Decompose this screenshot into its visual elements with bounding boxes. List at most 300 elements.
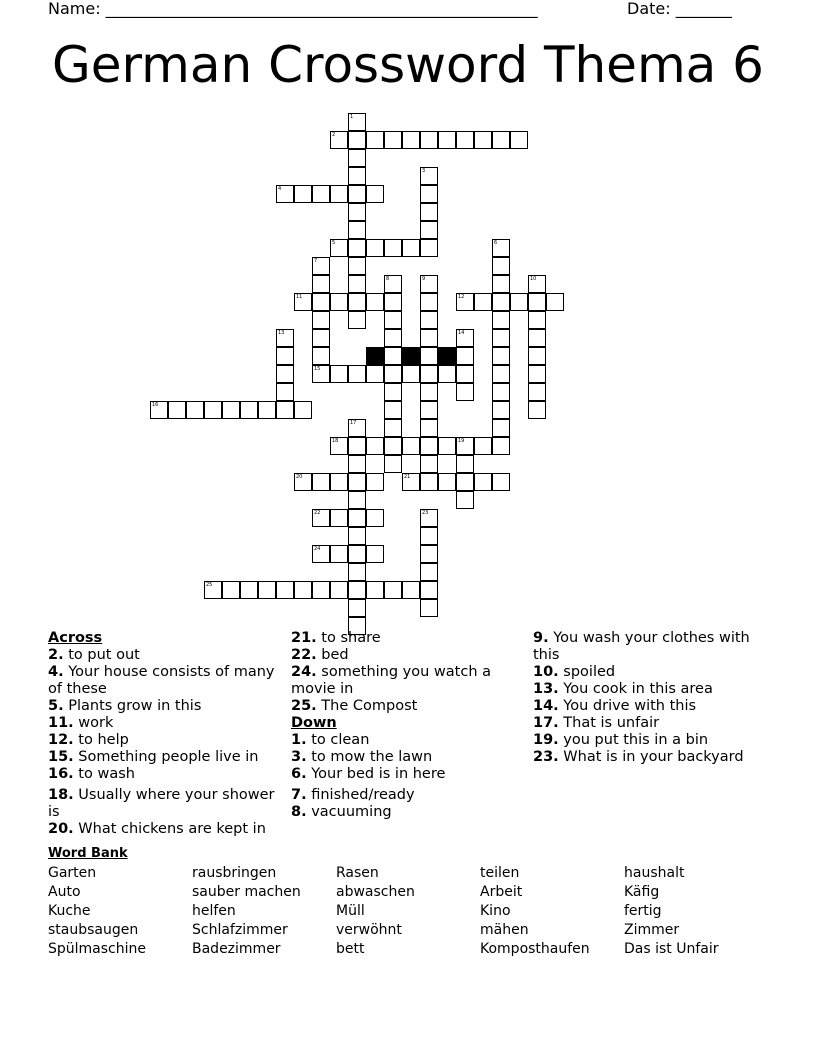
grid-cell[interactable] <box>348 275 366 293</box>
clue <box>291 804 526 821</box>
clue-number: 14 <box>458 330 465 336</box>
word-bank-column <box>192 864 301 959</box>
clue <box>533 749 768 766</box>
clue <box>533 698 768 715</box>
grid-cell[interactable] <box>456 383 474 401</box>
clue <box>48 787 283 821</box>
clue-number: 2. <box>48 647 64 663</box>
word-bank-word: helfen <box>192 903 236 919</box>
grid-cell[interactable] <box>438 437 456 455</box>
clue-number: 11. <box>48 715 74 731</box>
grid-cell[interactable] <box>330 365 348 383</box>
grid-cell[interactable] <box>420 473 438 491</box>
clue <box>533 664 768 681</box>
word-bank-column <box>624 864 719 959</box>
grid-cell[interactable] <box>348 365 366 383</box>
grid-cell[interactable] <box>204 401 222 419</box>
clue <box>291 647 526 664</box>
grid-cell[interactable] <box>402 239 420 257</box>
clue-number: 22 <box>314 510 321 516</box>
grid-cell[interactable] <box>492 293 510 311</box>
clue-text: What is in your backyard <box>558 749 744 765</box>
clue <box>48 664 283 698</box>
grid-cell[interactable] <box>312 329 330 347</box>
clue-number: 10 <box>530 276 537 282</box>
grid-cell[interactable] <box>348 545 366 563</box>
grid-cell[interactable] <box>528 311 546 329</box>
grid-cell[interactable] <box>348 203 366 221</box>
clue <box>291 698 526 715</box>
grid-cell[interactable] <box>312 365 330 383</box>
grid-cell[interactable] <box>366 185 384 203</box>
word-bank-word: haushalt <box>624 865 685 881</box>
grid-cell[interactable] <box>528 383 546 401</box>
grid-cell[interactable] <box>420 599 438 617</box>
grid-cell[interactable] <box>312 509 330 527</box>
grid-cell[interactable] <box>366 239 384 257</box>
grid-cell[interactable] <box>420 545 438 563</box>
grid-cell[interactable] <box>492 131 510 149</box>
word-bank-word: teilen <box>480 865 520 881</box>
grid-cell[interactable] <box>420 419 438 437</box>
grid-cell[interactable] <box>330 293 348 311</box>
grid-cell[interactable] <box>384 311 402 329</box>
grid-cell[interactable] <box>492 239 510 257</box>
grid-cell[interactable] <box>348 491 366 509</box>
grid-cell[interactable] <box>420 563 438 581</box>
word-bank-word: Rasen <box>336 865 379 881</box>
grid-cell[interactable] <box>438 131 456 149</box>
clue-number: 15. <box>48 749 74 765</box>
grid-cell[interactable] <box>492 365 510 383</box>
grid-cell[interactable] <box>348 419 366 437</box>
clue <box>291 766 526 783</box>
word-bank-word: fertig <box>624 903 662 919</box>
black-cell <box>366 347 384 365</box>
clue-number: 19 <box>458 438 465 444</box>
grid-cell[interactable] <box>312 275 330 293</box>
grid-cell[interactable] <box>420 293 438 311</box>
clue-number: 5. <box>48 698 64 714</box>
grid-cell[interactable] <box>330 509 348 527</box>
clue-number: 9. <box>533 630 549 646</box>
date-field[interactable]: Date: _______ <box>627 0 732 18</box>
grid-cell[interactable] <box>240 581 258 599</box>
clue-number: 3. <box>291 749 307 765</box>
clue-text: Your bed is in here <box>306 766 446 782</box>
grid-cell[interactable] <box>276 365 294 383</box>
grid-cell[interactable] <box>348 437 366 455</box>
grid-cell[interactable] <box>330 473 348 491</box>
grid-cell[interactable] <box>312 293 330 311</box>
clue-number: 25. <box>291 698 317 714</box>
clue-number: 14. <box>533 698 559 714</box>
grid-cell[interactable] <box>492 257 510 275</box>
grid-cell[interactable] <box>366 581 384 599</box>
word-bank-word: Garten <box>48 865 97 881</box>
clue-number: 18 <box>332 438 339 444</box>
clue <box>48 647 283 664</box>
grid-cell[interactable] <box>312 185 330 203</box>
grid-cell[interactable] <box>312 473 330 491</box>
grid-cell[interactable] <box>222 581 240 599</box>
clue-text: work <box>73 715 114 731</box>
grid-cell[interactable] <box>456 455 474 473</box>
grid-cell[interactable] <box>420 221 438 239</box>
clue-number: 4. <box>48 664 64 680</box>
clue-number: 6. <box>291 766 307 782</box>
grid-cell[interactable] <box>546 293 564 311</box>
grid-cell[interactable] <box>510 131 528 149</box>
grid-cell[interactable] <box>492 473 510 491</box>
clue <box>48 821 283 838</box>
grid-cell[interactable] <box>312 347 330 365</box>
grid-cell[interactable] <box>420 509 438 527</box>
clue <box>291 630 526 647</box>
grid-cell[interactable] <box>384 131 402 149</box>
clue <box>533 715 768 732</box>
grid-cell[interactable] <box>366 437 384 455</box>
grid-cell[interactable] <box>420 401 438 419</box>
grid-cell[interactable] <box>312 581 330 599</box>
grid-cell[interactable] <box>294 185 312 203</box>
grid-cell[interactable] <box>528 347 546 365</box>
grid-cell[interactable] <box>366 365 384 383</box>
clue-number: 23 <box>422 510 429 516</box>
clue-text: That is unfair <box>558 715 660 731</box>
clue-number: 17. <box>533 715 559 731</box>
clue-text: You wash your clothes with this <box>533 630 750 663</box>
clues-column-2 <box>291 630 526 821</box>
grid-cell[interactable] <box>528 401 546 419</box>
clue-text: to clean <box>306 732 370 748</box>
word-bank-word: abwaschen <box>336 884 415 900</box>
grid-cell[interactable] <box>384 455 402 473</box>
clue <box>48 749 283 766</box>
clue-number: 12. <box>48 732 74 748</box>
grid-cell[interactable] <box>366 293 384 311</box>
clue-number: 4 <box>278 186 282 192</box>
grid-cell[interactable] <box>276 581 294 599</box>
grid-cell[interactable] <box>420 437 438 455</box>
grid-cell[interactable] <box>348 113 366 131</box>
grid-cell[interactable] <box>420 131 438 149</box>
grid-cell[interactable] <box>240 401 258 419</box>
word-bank-word: Käfig <box>624 884 660 900</box>
grid-cell[interactable] <box>492 383 510 401</box>
grid-cell[interactable] <box>420 329 438 347</box>
grid-cell[interactable] <box>492 437 510 455</box>
word-bank-word: rausbringen <box>192 865 277 881</box>
clue <box>533 630 768 664</box>
clue-text: vacuuming <box>306 804 392 820</box>
grid-cell[interactable] <box>330 185 348 203</box>
grid-cell[interactable] <box>294 581 312 599</box>
clue-number: 7 <box>314 258 318 264</box>
clue-number: 5 <box>332 240 336 246</box>
clue-number: 16. <box>48 766 74 782</box>
grid-cell[interactable] <box>420 527 438 545</box>
grid-cell[interactable] <box>456 491 474 509</box>
grid-cell[interactable] <box>420 167 438 185</box>
grid-cell[interactable] <box>420 347 438 365</box>
grid-cell[interactable] <box>348 239 366 257</box>
word-bank-word: Arbeit <box>480 884 523 900</box>
clue-number: 22. <box>291 647 317 663</box>
grid-cell[interactable] <box>276 185 294 203</box>
grid-cell[interactable] <box>384 329 402 347</box>
word-bank-word: Zimmer <box>624 922 680 938</box>
grid-cell[interactable] <box>384 239 402 257</box>
grid-cell[interactable] <box>294 293 312 311</box>
name-field[interactable]: Name: ______________________________________________________ <box>48 0 538 18</box>
grid-cell[interactable] <box>348 131 366 149</box>
grid-cell[interactable] <box>420 455 438 473</box>
clue-number: 13. <box>533 681 559 697</box>
word-bank-word: Kino <box>480 903 511 919</box>
black-cell <box>438 347 456 365</box>
grid-cell[interactable] <box>348 293 366 311</box>
grid-cell[interactable] <box>348 527 366 545</box>
clue-text: Something people live in <box>73 749 259 765</box>
clue-text: What chickens are kept in <box>73 821 266 837</box>
clue-section-heading: Across <box>48 630 103 646</box>
grid-cell[interactable] <box>348 473 366 491</box>
grid-cell[interactable] <box>420 311 438 329</box>
clue-number: 10. <box>533 664 559 680</box>
grid-cell[interactable] <box>348 257 366 275</box>
page-title: German Crossword Thema 6 <box>51 36 764 94</box>
grid-cell[interactable] <box>474 131 492 149</box>
grid-cell[interactable] <box>474 437 492 455</box>
grid-cell[interactable] <box>528 329 546 347</box>
grid-cell[interactable] <box>510 293 528 311</box>
grid-cell[interactable] <box>258 581 276 599</box>
grid-cell[interactable] <box>348 185 366 203</box>
grid-cell[interactable] <box>330 437 348 455</box>
grid-cell[interactable] <box>402 131 420 149</box>
word-bank-word: mähen <box>480 922 529 938</box>
clue-number: 17 <box>350 420 357 426</box>
clue-number: 11 <box>296 294 303 300</box>
grid-cell[interactable] <box>402 473 420 491</box>
grid-cell[interactable] <box>312 311 330 329</box>
clues-column-3 <box>533 630 768 766</box>
grid-cell[interactable] <box>294 473 312 491</box>
grid-cell[interactable] <box>348 149 366 167</box>
word-bank-word: Komposthaufen <box>480 941 590 957</box>
grid-cell[interactable] <box>168 401 186 419</box>
clue-text: The Compost <box>316 698 418 714</box>
clue-text: Usually where your shower is <box>48 787 275 820</box>
clue-number: 6 <box>494 240 498 246</box>
clue-number: 1. <box>291 732 307 748</box>
grid-cell[interactable] <box>276 401 294 419</box>
grid-cell[interactable] <box>366 473 384 491</box>
clue-number: 20 <box>296 474 303 480</box>
grid-cell[interactable] <box>456 347 474 365</box>
grid-cell[interactable] <box>456 131 474 149</box>
grid-cell[interactable] <box>402 365 420 383</box>
clue <box>291 664 526 698</box>
grid-cell[interactable] <box>330 131 348 149</box>
clue-number: 24 <box>314 546 321 552</box>
grid-cell[interactable] <box>384 419 402 437</box>
grid-cell[interactable] <box>348 599 366 617</box>
grid-cell[interactable] <box>384 581 402 599</box>
grid-cell[interactable] <box>528 365 546 383</box>
word-bank-word: Spülmaschine <box>48 941 146 957</box>
grid-cell[interactable] <box>348 581 366 599</box>
clue-text: to share <box>316 630 381 646</box>
word-bank-column <box>480 864 590 959</box>
word-bank-word: sauber machen <box>192 884 301 900</box>
clue-number: 9 <box>422 276 426 282</box>
grid-cell[interactable] <box>474 293 492 311</box>
grid-cell[interactable] <box>258 401 276 419</box>
grid-cell[interactable] <box>420 383 438 401</box>
grid-cell[interactable] <box>492 347 510 365</box>
grid-cell[interactable] <box>528 275 546 293</box>
grid-cell[interactable] <box>420 203 438 221</box>
clue-number: 23. <box>533 749 559 765</box>
clue-number: 7. <box>291 787 307 803</box>
word-bank-column <box>336 864 415 959</box>
clue-text: to mow the lawn <box>306 749 433 765</box>
grid-cell[interactable] <box>456 293 474 311</box>
grid-cell[interactable] <box>348 455 366 473</box>
grid-cell[interactable] <box>384 275 402 293</box>
grid-cell[interactable] <box>402 581 420 599</box>
clue-text: Plants grow in this <box>63 698 202 714</box>
clue-number: 18. <box>48 787 74 803</box>
grid-cell[interactable] <box>330 239 348 257</box>
grid-cell[interactable] <box>402 437 420 455</box>
grid-cell[interactable] <box>528 293 546 311</box>
grid-cell[interactable] <box>492 275 510 293</box>
grid-cell[interactable] <box>438 365 456 383</box>
clue-number: 3 <box>422 168 426 174</box>
clue-number: 19. <box>533 732 559 748</box>
clues-column-1 <box>48 630 283 838</box>
clue <box>48 715 283 732</box>
grid-cell[interactable] <box>438 473 456 491</box>
grid-cell[interactable] <box>312 257 330 275</box>
clue <box>291 787 526 804</box>
clue-number: 13 <box>278 330 285 336</box>
grid-cell[interactable] <box>276 347 294 365</box>
clue-text: to help <box>73 732 129 748</box>
grid-cell[interactable] <box>348 167 366 185</box>
word-bank-word: bett <box>336 941 365 957</box>
word-bank-word: Das ist Unfair <box>624 941 719 957</box>
black-cell <box>402 347 420 365</box>
clue-number: 8 <box>386 276 390 282</box>
grid-cell[interactable] <box>312 545 330 563</box>
grid-cell[interactable] <box>366 545 384 563</box>
grid-cell[interactable] <box>492 401 510 419</box>
word-bank-column <box>48 864 146 959</box>
grid-cell[interactable] <box>492 329 510 347</box>
word-bank-title: Word Bank <box>48 846 128 861</box>
grid-cell[interactable] <box>420 185 438 203</box>
clue <box>291 749 526 766</box>
word-bank-word: Müll <box>336 903 365 919</box>
clue-text: finished/ready <box>306 787 415 803</box>
grid-cell[interactable] <box>348 311 366 329</box>
grid-cell[interactable] <box>384 347 402 365</box>
grid-cell[interactable] <box>384 437 402 455</box>
grid-cell[interactable] <box>384 365 402 383</box>
grid-cell[interactable] <box>366 509 384 527</box>
grid-cell[interactable] <box>420 581 438 599</box>
grid-cell[interactable] <box>420 239 438 257</box>
clue <box>533 681 768 698</box>
grid-cell[interactable] <box>348 563 366 581</box>
grid-cell[interactable] <box>186 401 204 419</box>
word-bank-word: Auto <box>48 884 81 900</box>
grid-cell[interactable] <box>204 581 222 599</box>
clue-text: something you watch a movie in <box>291 664 492 697</box>
clue <box>48 732 283 749</box>
grid-cell[interactable] <box>276 383 294 401</box>
grid-cell[interactable] <box>384 401 402 419</box>
clue-text: you put this in a bin <box>558 732 709 748</box>
clue-number: 2 <box>332 132 336 138</box>
grid-cell[interactable] <box>330 545 348 563</box>
grid-cell[interactable] <box>456 473 474 491</box>
grid-cell[interactable] <box>276 329 294 347</box>
grid-cell[interactable] <box>294 401 312 419</box>
clue-number: 8. <box>291 804 307 820</box>
grid-cell[interactable] <box>420 275 438 293</box>
clue-number: 16 <box>152 402 159 408</box>
word-bank-word: Kuche <box>48 903 91 919</box>
clue-text: Your house consists of many of these <box>48 664 275 697</box>
grid-cell[interactable] <box>150 401 168 419</box>
grid-cell[interactable] <box>456 437 474 455</box>
clue-number: 21 <box>404 474 411 480</box>
grid-cell[interactable] <box>456 329 474 347</box>
grid-cell[interactable] <box>330 581 348 599</box>
clue-text: You drive with this <box>558 698 697 714</box>
clue <box>291 732 526 749</box>
grid-cell[interactable] <box>348 221 366 239</box>
grid-cell[interactable] <box>384 293 402 311</box>
clue <box>533 732 768 749</box>
clue-text: to wash <box>73 766 135 782</box>
clue-text: to put out <box>63 647 140 663</box>
grid-cell[interactable] <box>474 473 492 491</box>
grid-cell[interactable] <box>348 509 366 527</box>
clue <box>48 698 283 715</box>
grid-cell[interactable] <box>384 383 402 401</box>
clue-number: 15 <box>314 366 321 372</box>
clue-number: 25 <box>206 582 213 588</box>
grid-cell[interactable] <box>456 365 474 383</box>
clue-text: spoiled <box>558 664 616 680</box>
grid-cell[interactable] <box>492 419 510 437</box>
word-bank-word: Badezimmer <box>192 941 281 957</box>
grid-cell[interactable] <box>366 131 384 149</box>
clue-number: 20. <box>48 821 74 837</box>
grid-cell[interactable] <box>420 365 438 383</box>
clue-number: 24. <box>291 664 317 680</box>
grid-cell[interactable] <box>222 401 240 419</box>
word-bank-word: staubsaugen <box>48 922 139 938</box>
grid-cell[interactable] <box>492 311 510 329</box>
clue-number: 12 <box>458 294 465 300</box>
